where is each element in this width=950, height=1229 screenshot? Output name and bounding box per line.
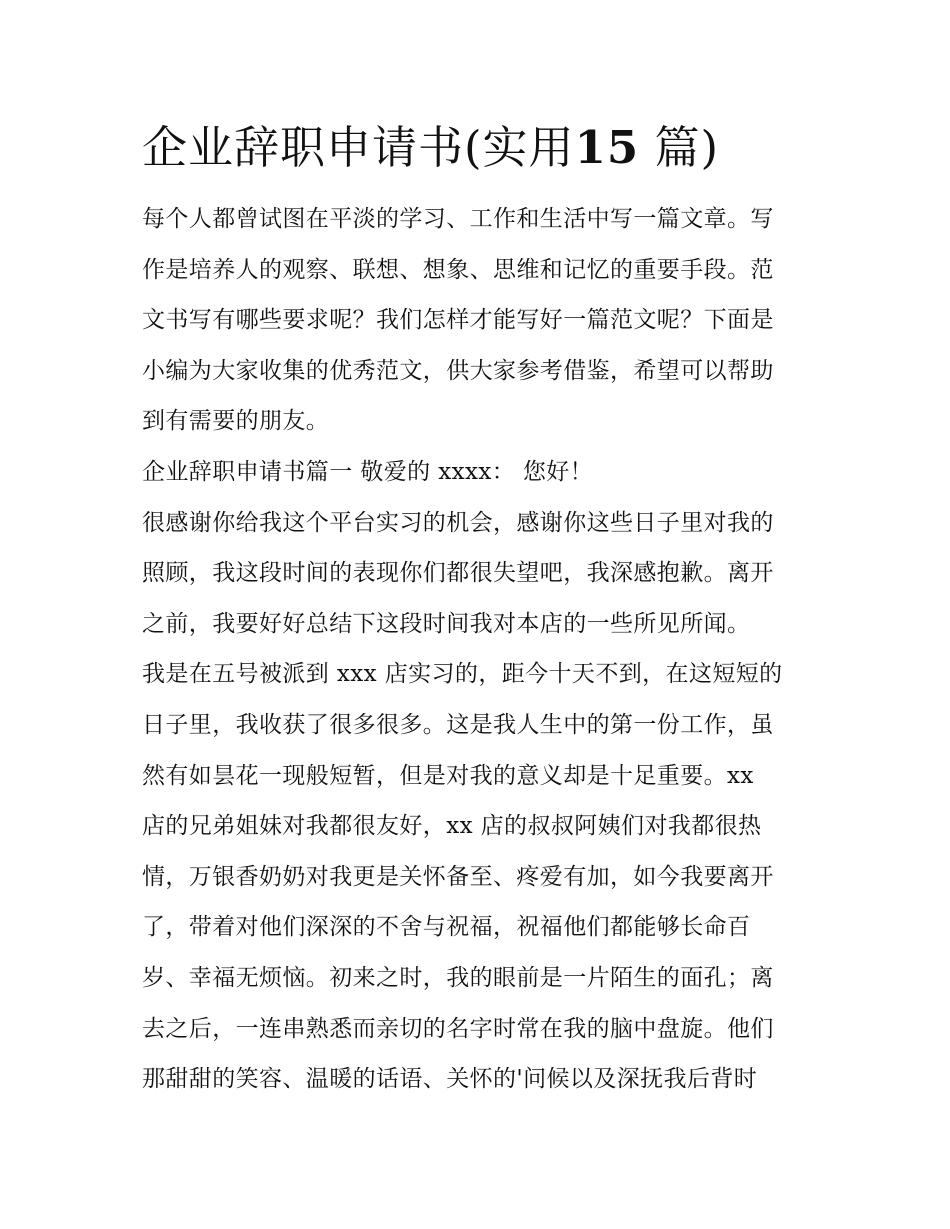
title-number: 15 — [574, 121, 640, 174]
body-line: 然有如昙花一现般短暂，但是对我的意义却是十足重要。xx — [142, 762, 754, 789]
body-line: 到有需要的朋友。 — [142, 408, 330, 435]
body-line: 了，带着对他们深深的不舍与祝福，祝福他们都能够长命百 — [142, 914, 751, 941]
body-line: 照顾，我这段时间的表现你们都很失望吧，我深感抱歉。离开 — [142, 560, 774, 587]
section-heading-line: 企业辞职申请书篇一 敬爱的 xxxx： 您好！ — [142, 458, 594, 485]
body-line: 很感谢你给我这个平台实习的机会，感谢你这些日子里对我的 — [142, 509, 774, 536]
document-content — [142, 118, 814, 1105]
body-line: 小编为大家收集的优秀范文，供大家参考借鉴，希望可以帮助 — [142, 357, 774, 384]
body-line: 去之后，一连串熟悉而亲切的名字时常在我的脑中盘旋。他们 — [142, 1015, 774, 1042]
body-line: 店的兄弟姐妹对我都很友好，xx 店的叔叔阿姨们对我都很热 — [142, 813, 762, 840]
body-line: 那甜甜的笑容、温暖的话语、关怀的'问候以及深抚我后背时 — [142, 1066, 758, 1093]
document-title — [142, 118, 814, 178]
title-prefix: 企业辞职申请书(实用 — [142, 121, 575, 174]
body-line: 日子里，我收获了很多很多。这是我人生中的第一份工作，虽 — [142, 711, 774, 738]
body-line: 每个人都曾试图在平淡的学习、工作和生活中写一篇文章。写 — [142, 206, 774, 232]
body-line: 岁、幸福无烦恼。初来之时，我的眼前是一片陌生的面孔；离 — [142, 964, 774, 991]
document-body — [142, 194, 814, 1105]
body-line: 我是在五号被派到 xxx 店实习的，距今十天不到，在这短短的 — [142, 661, 783, 688]
body-line: 作是培养人的观察、联想、想象、思维和记忆的重要手段。范 — [142, 256, 774, 283]
body-line: 情，万银香奶奶对我更是关怀备至、疼爱有加，如今我要离开 — [142, 863, 774, 890]
body-line: 之前，我要好好总结下这段时间我对本店的一些所见所闻。 — [142, 610, 751, 637]
title-suffix: 篇) — [639, 121, 720, 174]
body-line: 文书写有哪些要求呢？我们怎样才能写好一篇范文呢？下面是 — [142, 307, 774, 334]
